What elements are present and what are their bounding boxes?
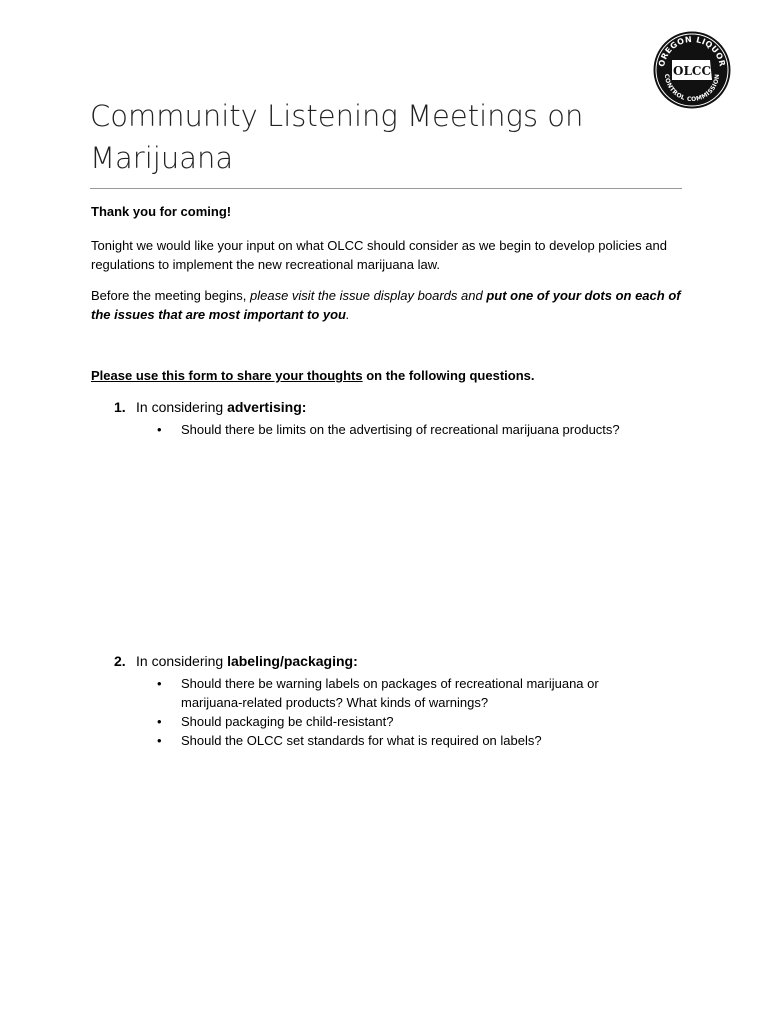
bullet-item: • Should the OLCC set standards for what is required on labels? (140, 731, 660, 750)
intro-paragraph: Tonight we would like your input on what OLCC should consider as we begin to develop policies and regulations to implement the new recreational marijuana law. (91, 238, 667, 272)
question-number: 2. (114, 653, 126, 669)
instructions-plain: Before the meeting begins, (91, 288, 250, 303)
question-prefix: In considering (136, 399, 228, 415)
instructions-end: . (346, 307, 350, 322)
title-divider (90, 188, 682, 189)
question-topic: labeling/packaging: (227, 653, 358, 669)
svg-text:OREGON LIQUOR: OREGON LIQUOR (657, 34, 727, 68)
title-line-2: Marijuana (90, 141, 234, 175)
thanks-text: Thank you for coming! (91, 204, 232, 219)
question-topic: advertising: (227, 399, 307, 415)
bullet-item: • Should there be warning labels on packages of recreational marijuana or marijuana-related products? What kinds of warnings? (140, 674, 660, 712)
question-number: 1. (114, 399, 126, 415)
question-2-bullets (140, 674, 660, 750)
question-prefix: In considering (136, 653, 228, 669)
form-instructions-rest: on the following questions. (362, 368, 535, 383)
question-2 (114, 653, 358, 669)
page-title (90, 95, 690, 179)
question-1 (114, 399, 306, 415)
title-line-1: Community Listening Meetings on (90, 99, 584, 133)
svg-text:OLCC: OLCC (673, 64, 711, 78)
instructions-italic: please visit the issue display boards and (250, 288, 487, 303)
instructions-bold: put one of your dots on each of the issues that are most important to you (91, 288, 681, 322)
bullet-item: • Should packaging be child-resistant? (140, 712, 660, 731)
bullet-item: • Should there be limits on the advertising of recreational marijuana products? (140, 420, 660, 439)
svg-text:CONTROL COMMISSION: CONTROL COMMISSION (662, 73, 722, 104)
instructions-paragraph (91, 286, 691, 324)
form-instructions (91, 368, 535, 383)
form-instructions-underlined: Please use this form to share your thoughts (91, 368, 363, 383)
question-1-bullets (140, 420, 660, 439)
